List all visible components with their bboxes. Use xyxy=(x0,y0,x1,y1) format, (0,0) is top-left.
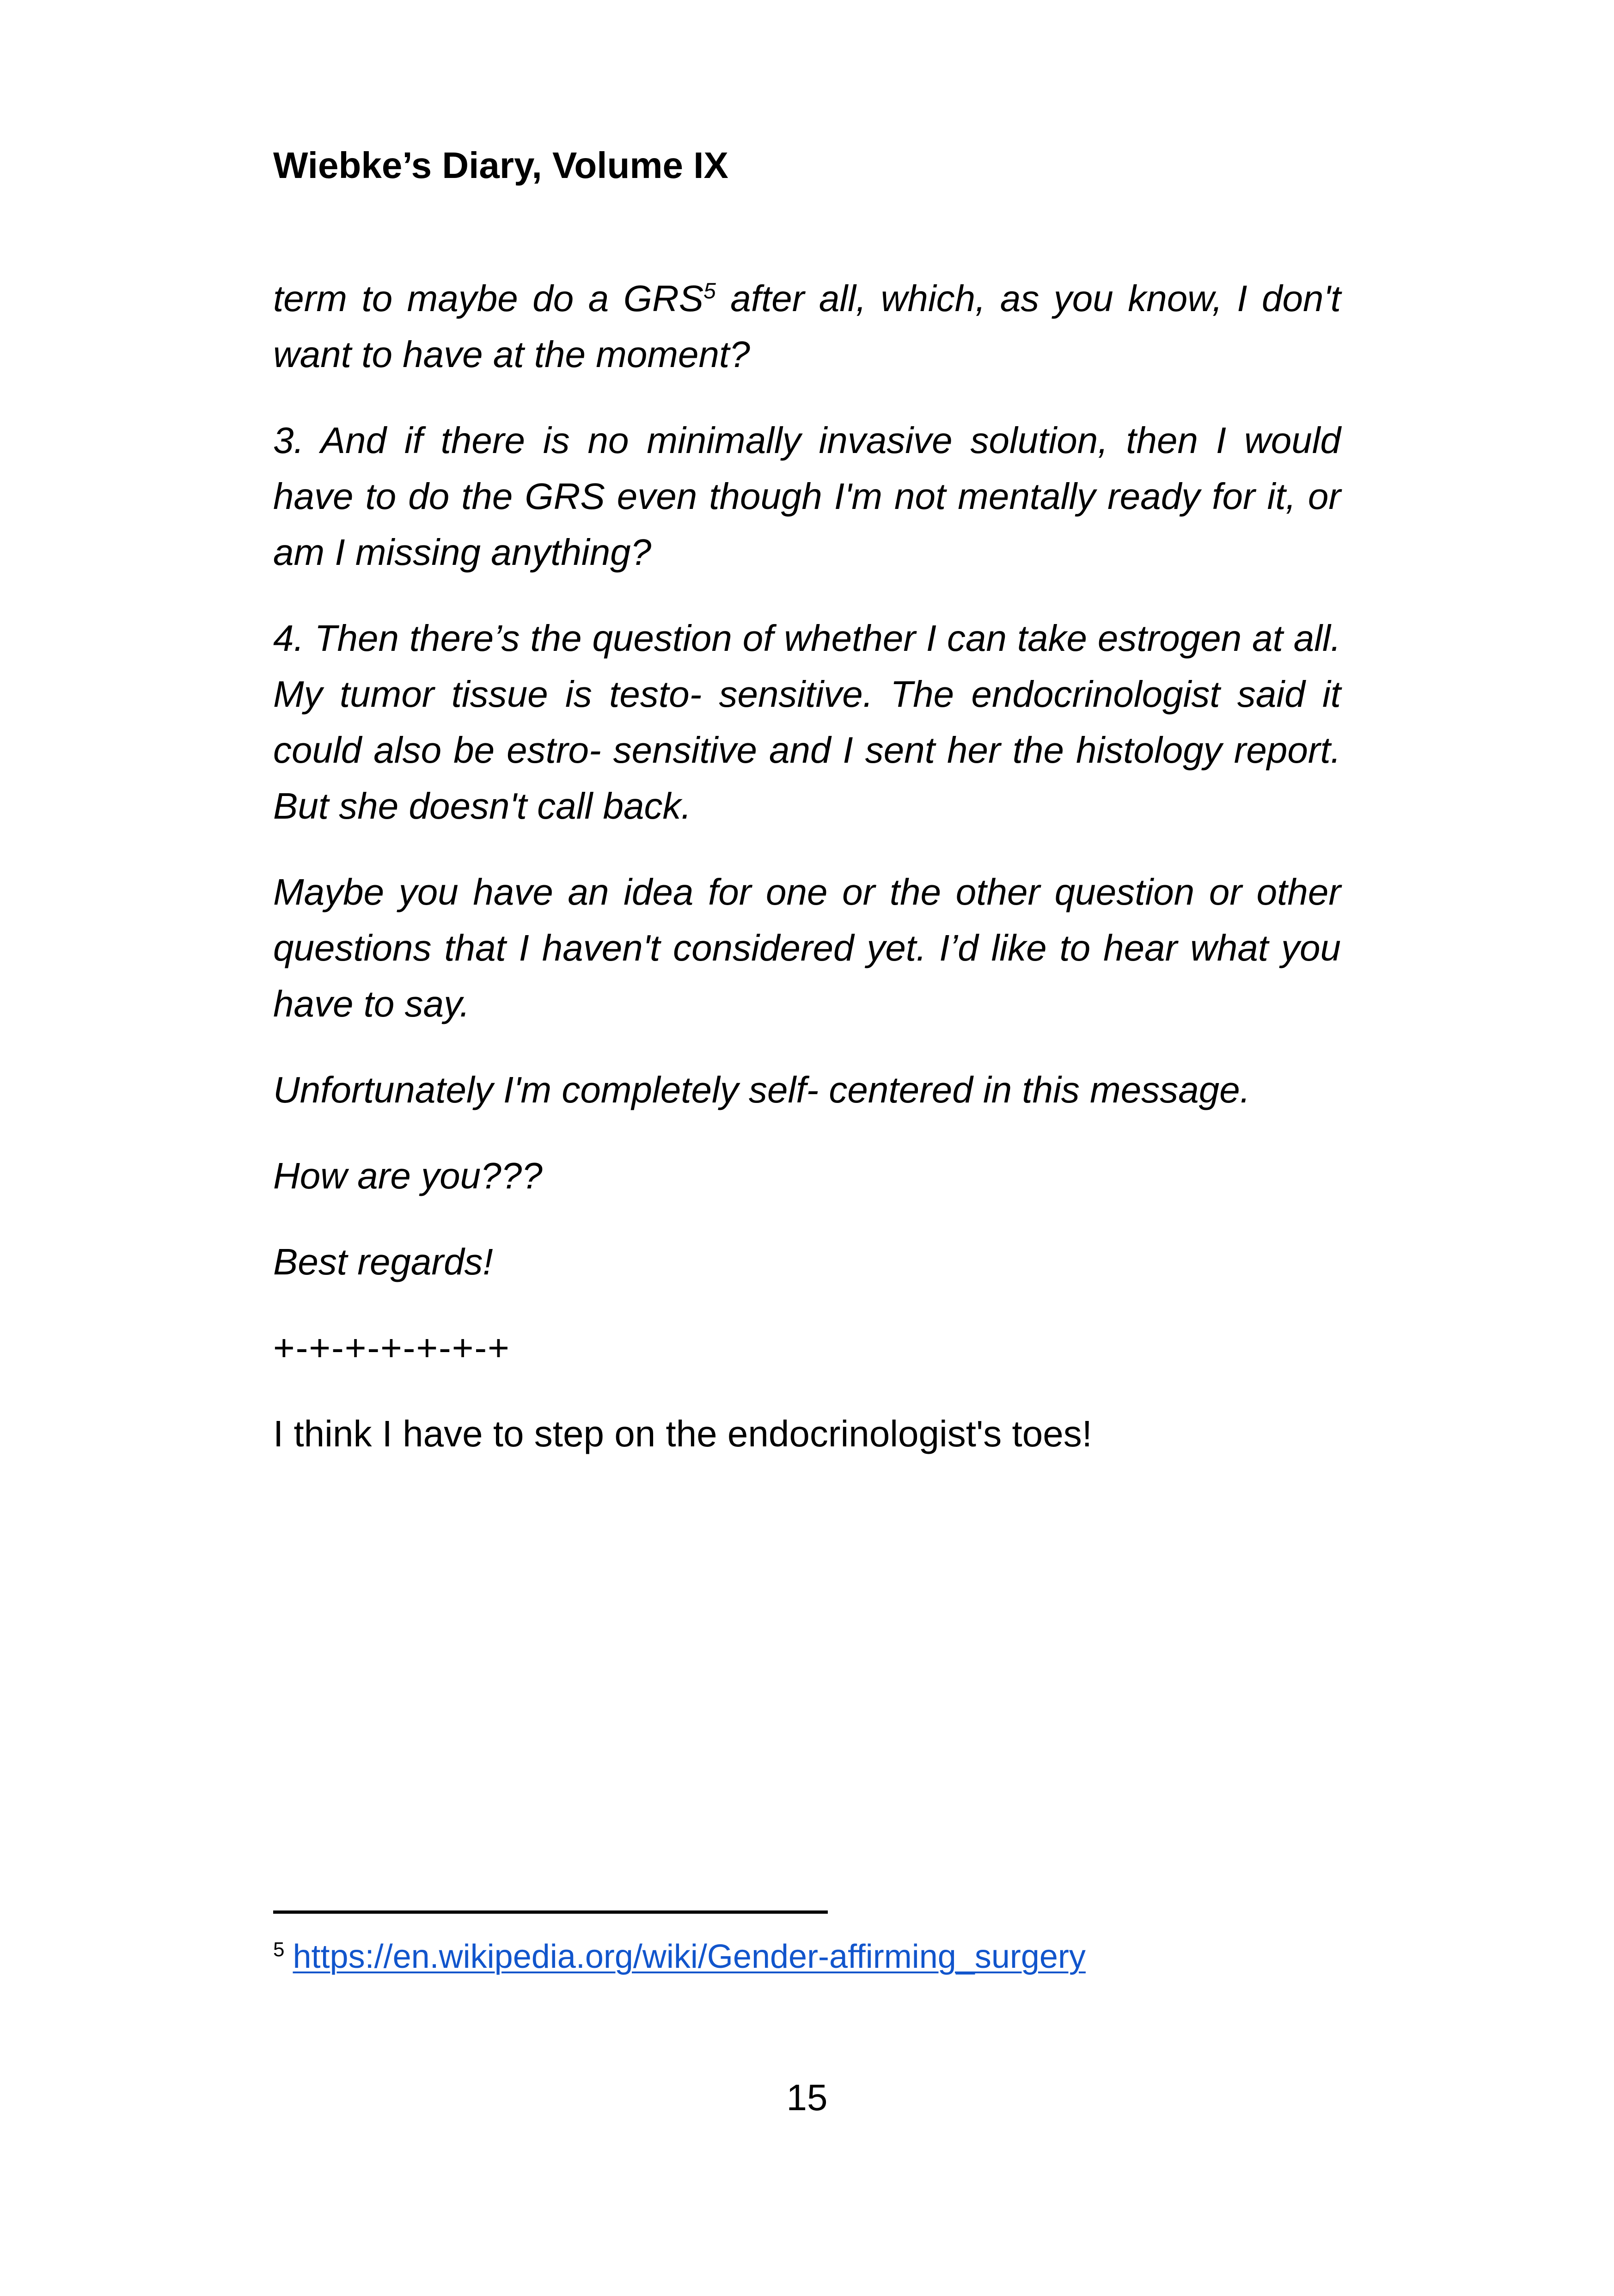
paragraph-question-3: 3. And if there is no minimally invasive solution, then I would have to do the GRS even though I'm not mentally ready for it, or am I missing anything? xyxy=(273,420,1341,573)
footnote-link[interactable]: https://en.wikipedia.org/wiki/Gender-affirming_surgery xyxy=(293,1938,1086,1975)
section-separator: +-+-+-+-+-+-+ xyxy=(273,1327,510,1368)
footnote-mark: 5 xyxy=(273,1938,285,1961)
paragraph-regards: Best regards! xyxy=(273,1241,493,1282)
paragraph-ideas: Maybe you have an idea for one or the other question or other questions that I haven't considered yet. I’d like to hear what you have to say. xyxy=(273,871,1341,1024)
footnote-reference[interactable]: 5 xyxy=(703,279,716,304)
paragraph-how-are-you: How are you??? xyxy=(273,1155,543,1196)
paragraph-question-4: 4. Then there’s the question of whether I can take estrogen at all. My tumor tissue is testo- sensitive. The endocrinologist said it could also be estro- sensitive and I sent her the histology report. But she doesn't call back. xyxy=(273,618,1341,827)
paragraph-1 xyxy=(273,270,1341,382)
paragraph-self-centered: Unfortunately I'm completely self- centered in this message. xyxy=(273,1069,1250,1110)
paragraph-1-start: term to maybe do a GRS xyxy=(273,278,704,319)
footnote xyxy=(273,1937,1086,1977)
footnote-divider xyxy=(273,1910,828,1914)
paragraph-1-end: after all, which, as you know, I don't want to have at the moment? xyxy=(273,278,1341,375)
running-header-title: Wiebke’s Diary, Volume IX xyxy=(273,145,728,186)
body-text xyxy=(273,270,1341,1492)
paragraph-endocrinologist: I think I have to step on the endocrinologist's toes! xyxy=(273,1413,1092,1454)
page-number: 15 xyxy=(786,2077,828,2118)
